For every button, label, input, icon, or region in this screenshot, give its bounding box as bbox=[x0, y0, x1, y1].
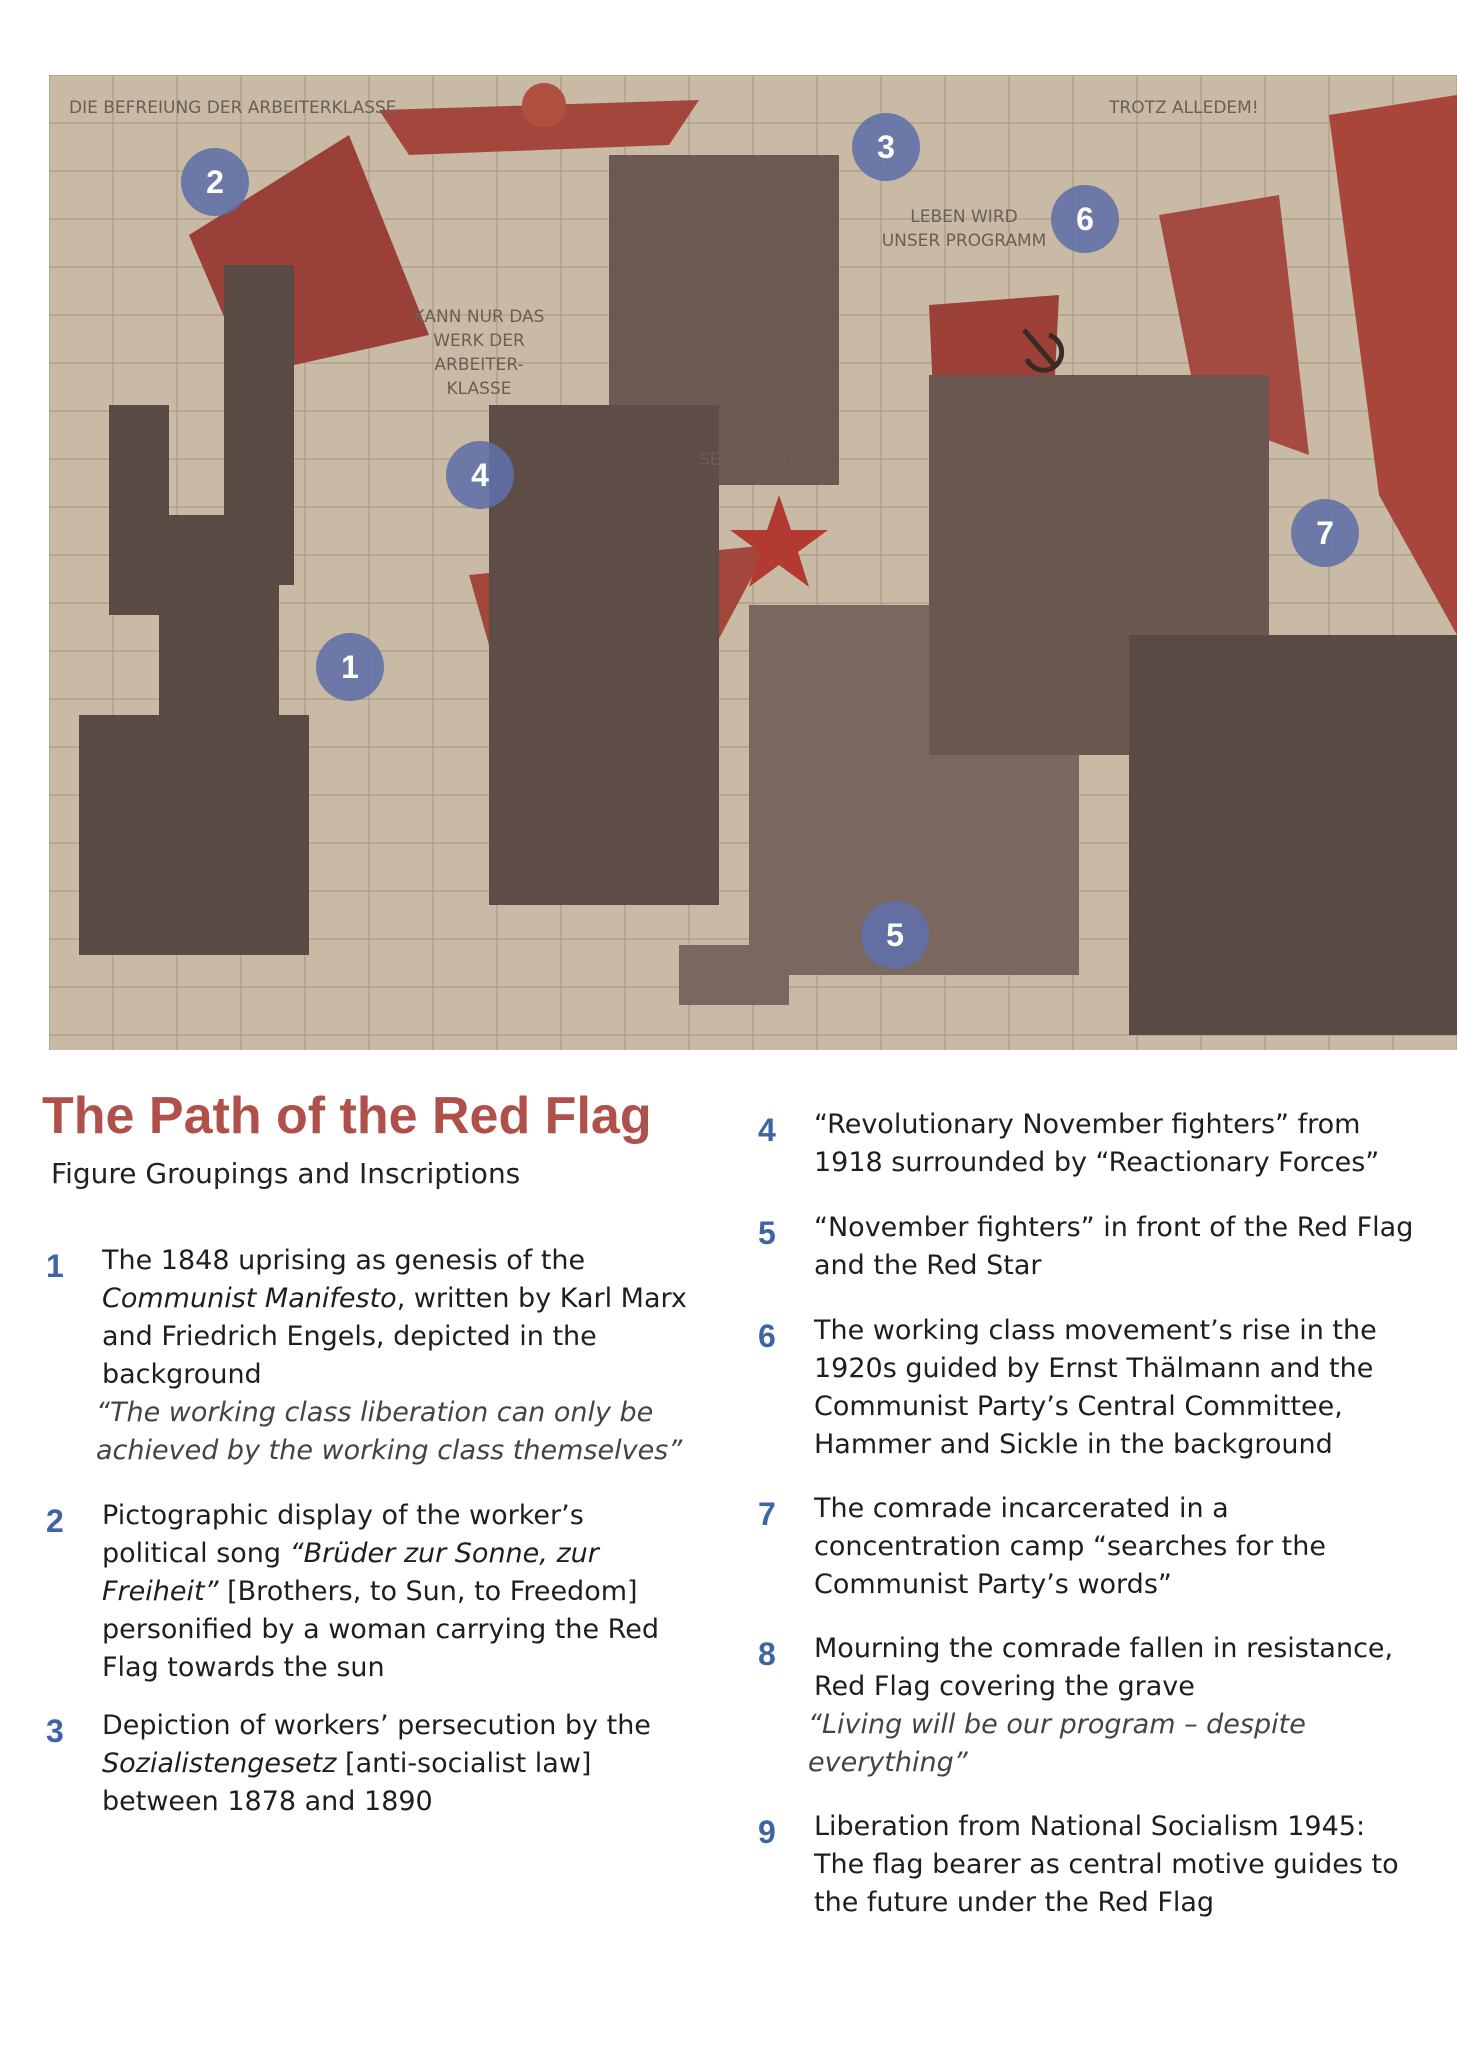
item-number: 3 bbox=[46, 1713, 64, 1749]
item-text: Liberation from National Socialism 1945: The flag bearer as central motive guides to the future under the Red Flag bbox=[814, 1811, 1399, 1918]
page-title: The Path of the Red Flag bbox=[42, 1087, 652, 1145]
item-quote: “The working class liberation can only be achieved by the working class themselves” bbox=[96, 1397, 683, 1466]
marker-4: 4 bbox=[446, 441, 514, 509]
item-text: “Revolutionary November fighters” from 1918 surrounded by “Reactionary Forces” bbox=[814, 1109, 1380, 1178]
sun-shape bbox=[522, 83, 566, 127]
item-text: The 1848 uprising as genesis of the Communist Manifesto, written by Karl Marx and Friedrich Engels, depicted in the background “The working class liberation can only be achieved by the working class themselves” bbox=[102, 1242, 692, 1470]
marker-2: 2 bbox=[181, 148, 249, 216]
item-text: Mourning the comrade fallen in resistance, Red Flag covering the grave “Living will be our program – despite everything” bbox=[814, 1630, 1414, 1782]
item-number: 5 bbox=[758, 1215, 776, 1251]
page-subtitle: Figure Groupings and Inscriptions bbox=[51, 1157, 521, 1190]
figure-group-4 bbox=[489, 405, 719, 905]
inscription-upper-right: LEBEN WIRD UNSER PROGRAMM bbox=[881, 207, 1047, 251]
item-number: 8 bbox=[758, 1636, 776, 1672]
item-number: 2 bbox=[46, 1503, 64, 1539]
item-text: The working class movement’s rise in the 1920s guided by Ernst Thälmann and the Communist Party’s Central Committee, Hammer and Sickle in the background bbox=[814, 1315, 1377, 1460]
item-text: Pictographic display of the worker’s political song “Brüder zur Sonne, zur Freiheit” [Brothers, to Sun, to Freedom] personified by a woman carrying the Red Flag towards the sun bbox=[102, 1500, 659, 1683]
marker-1: 1 bbox=[316, 633, 384, 701]
marker-7: 7 bbox=[1291, 499, 1359, 567]
mural-artwork bbox=[49, 75, 1457, 1050]
item-number: 7 bbox=[758, 1496, 776, 1532]
mural-image bbox=[49, 75, 1457, 1050]
item-quote: “Living will be our program – despite everything” bbox=[808, 1709, 1306, 1778]
item-number: 6 bbox=[758, 1318, 776, 1354]
figure-group-7 bbox=[1129, 635, 1457, 1035]
marker-5: 5 bbox=[861, 901, 929, 969]
marker-6: 6 bbox=[1051, 185, 1119, 253]
inscription-top-right: TROTZ ALLEDEM! bbox=[1109, 98, 1259, 118]
item-text: Depiction of workers’ persecution by the Sozialistengesetz [anti-socialist law] between 1878 and 1890 bbox=[102, 1710, 651, 1817]
inscription-top-left: DIE BEFREIUNG DER ARBEITERKLASSE bbox=[69, 98, 397, 118]
marker-3: 3 bbox=[852, 113, 920, 181]
item-number: 9 bbox=[758, 1814, 776, 1850]
item-number: 1 bbox=[46, 1248, 64, 1284]
inscription-middle: SELBST SEIN! bbox=[699, 450, 815, 470]
item-number: 4 bbox=[758, 1112, 776, 1148]
item-text: The comrade incarcerated in a concentration camp “searches for the Communist Party’s words” bbox=[814, 1493, 1326, 1600]
inscription-middle-left: KANN NUR DAS WERK DER ARBEITER-KLASSE bbox=[413, 307, 545, 399]
item-text: “November fighters” in front of the Red Flag and the Red Star bbox=[814, 1212, 1414, 1281]
